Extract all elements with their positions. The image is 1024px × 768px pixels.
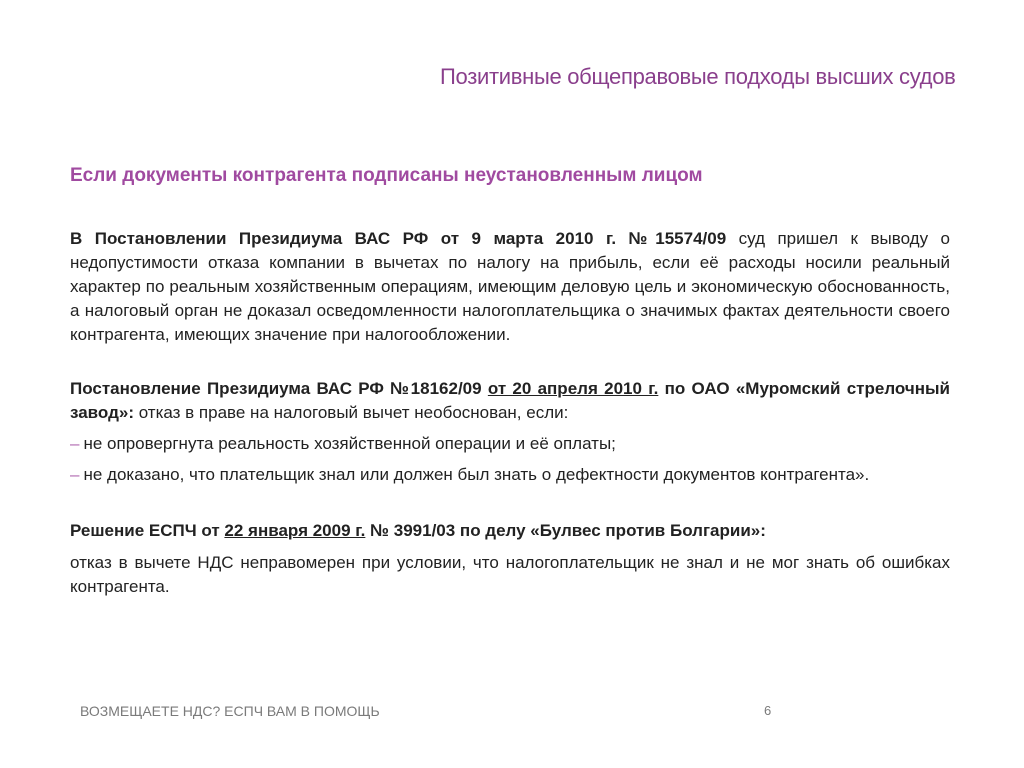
page-number: 6 [764,703,772,718]
paragraph-echr-heading [70,519,950,543]
paragraph-vas-15574 [70,227,950,347]
paragraph-vas-18162-case: по ОАО «Муромский стрелочный завод»: [70,379,950,422]
paragraph-echr-text: отказ в вычете НДС неправомерен при условии, что налогоплательщик не знал и не мог знать об ошибках контрагента. [70,553,950,596]
block-vas-18162 [70,377,950,487]
list-item [70,463,950,487]
paragraph-vas-15574-lead: В Постановлении Президиума ВАС РФ от 9 марта 2010 г. №15574/09 [70,229,727,248]
slide-title: Позитивные общеправовые подходы высших судов [440,64,956,89]
paragraph-vas-18162-date: от 20 апреля 2010 г. [487,379,659,398]
paragraph-vas-18162-text: отказ в праве на налоговый вычет необоснован, если: [133,403,569,422]
subheading: Если документы контрагента подписаны неустановленным лицом [70,165,703,186]
paragraph-echr-date: 22 января 2009 г. [224,521,366,540]
dash-bullet-icon: – [70,434,80,453]
slide-content [70,163,950,599]
list-item-text: не доказано, что плательщик знал или должен был знать о дефектности документов контрагента». [83,465,870,484]
paragraph-vas-18162-lead: Постановление Президиума ВАС РФ №18162/09 [70,379,488,398]
list-item [70,432,950,456]
paragraph-vas-18162 [70,377,950,425]
block-echr-3991 [70,519,950,599]
list-item-text: не опровергнута реальность хозяйственной операции и её оплаты; [83,434,616,453]
dash-bullet-icon: – [70,465,80,484]
paragraph-vas-15574-text: суд пришел к выводу о недопустимости отказа компании в вычетах по налогу на прибыль, если её расходы носили реальный характер по реальным хозяйственным операциям, имеющим деловую цель и экономическую обоснованность, а налоговый орган не доказал осведомленности налогоплательщика о значимых фактах деятельности своего контрагента, имеющих значение при налогообложении. [70,229,950,344]
paragraph-echr-case: № 3991/03 по делу «Булвес против Болгарии»: [365,521,766,540]
footer-text: ВОЗМЕЩАЕТЕ НДС? ЕСПЧ ВАМ В ПОМОЩЬ [80,703,380,719]
paragraph-echr-lead: Решение ЕСПЧ от [70,521,225,540]
